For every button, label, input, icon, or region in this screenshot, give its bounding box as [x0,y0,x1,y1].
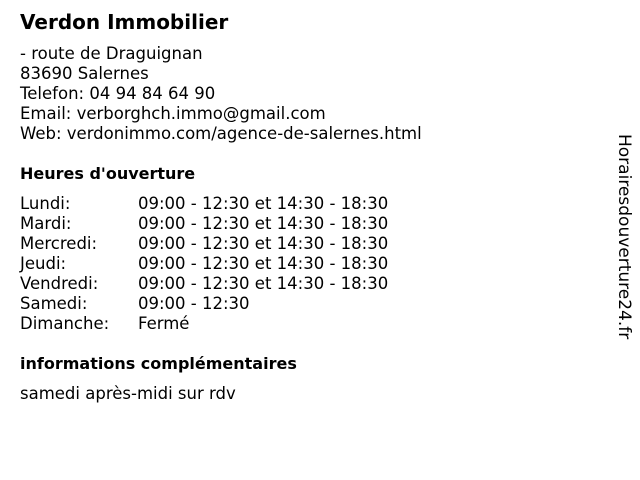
time-range: 09:00 - 12:30 et 14:30 - 18:30 [138,214,389,233]
address-line-2: 83690 Salernes [20,64,149,83]
hours-row [20,234,388,254]
time-range: 09:00 - 12:30 [138,294,250,313]
business-name: Verdon Immobilier [20,10,229,34]
day-label: Vendredi: [20,274,99,293]
phone-line: Telefon: 04 94 84 64 90 [20,84,216,103]
day-label: Lundi: [20,194,71,213]
time-range: 09:00 - 12:30 et 14:30 - 18:30 [138,194,389,213]
hours-row [20,254,388,274]
time-range: 09:00 - 12:30 et 14:30 - 18:30 [138,274,389,293]
additional-info-text: samedi après-midi sur rdv [20,384,236,403]
opening-hours-heading: Heures d'ouverture [20,164,196,183]
address-line-1: - route de Draguignan [20,44,203,63]
day-label: Jeudi: [20,254,67,273]
opening-hours-table [20,194,388,334]
web-line: Web: verdonimmo.com/agence-de-salernes.html [20,124,422,143]
time-range: Fermé [138,314,190,333]
additional-info-heading: informations complémentaires [20,354,297,373]
day-label: Mardi: [20,214,72,233]
hours-row [20,314,388,334]
hours-row [20,214,388,234]
email-line: Email: verborghch.immo@gmail.com [20,104,326,123]
site-watermark: Horairesdouverture24.fr [614,134,634,340]
day-label: Dimanche: [20,314,110,333]
contact-info [20,44,422,144]
hours-row [20,194,388,214]
time-range: 09:00 - 12:30 et 14:30 - 18:30 [138,234,389,253]
hours-row [20,294,388,314]
hours-row [20,274,388,294]
time-range: 09:00 - 12:30 et 14:30 - 18:30 [138,254,389,273]
day-label: Samedi: [20,294,88,313]
day-label: Mercredi: [20,234,98,253]
